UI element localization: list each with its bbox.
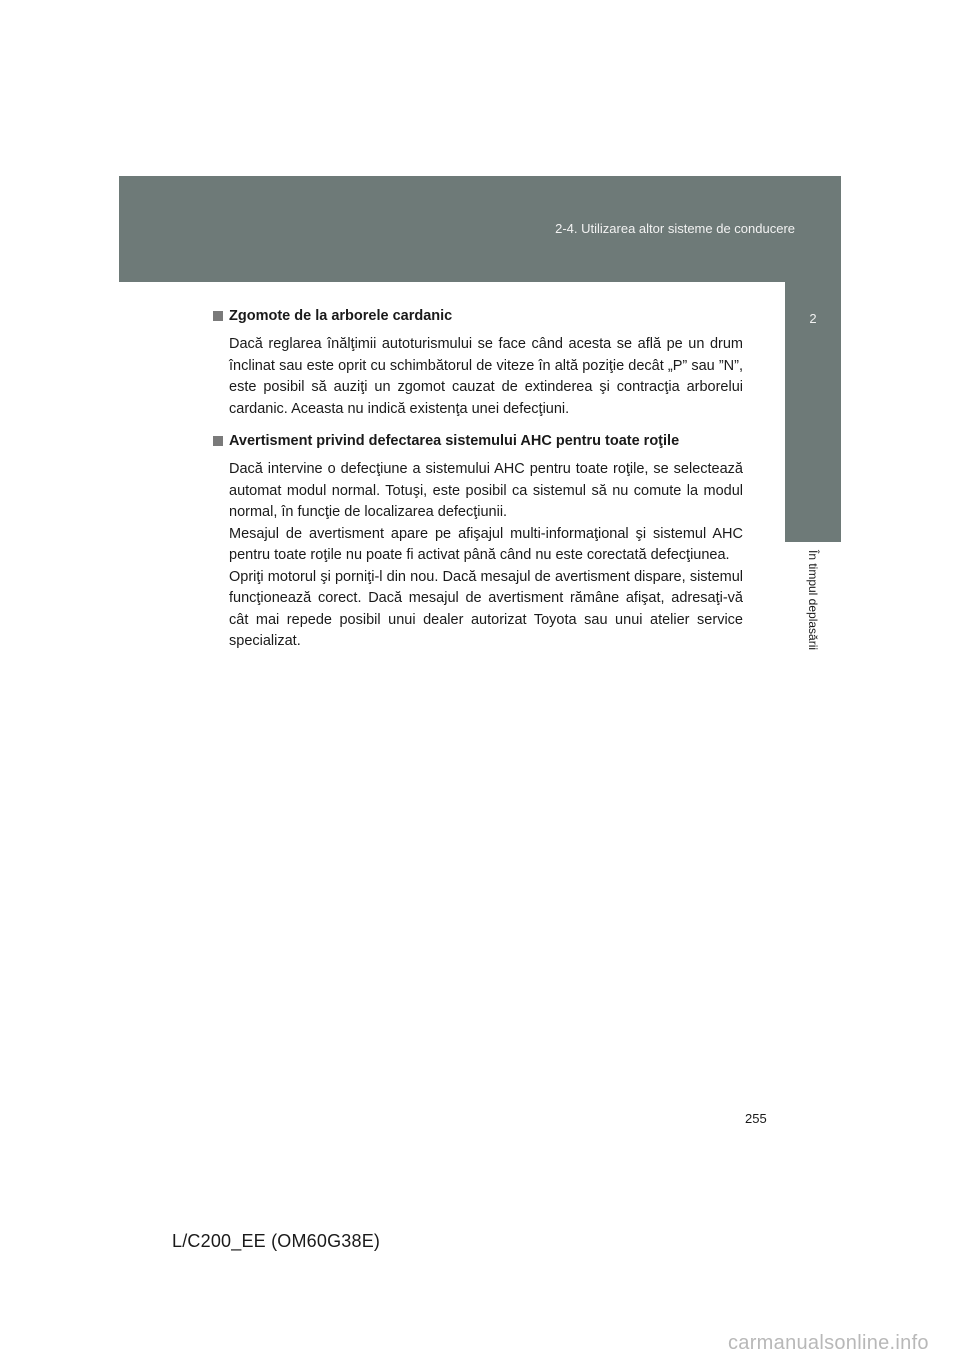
chapter-number: 2 (809, 311, 817, 326)
square-bullet-icon (213, 436, 223, 446)
section-cardan-noise (213, 306, 743, 420)
section-heading-text: Zgomote de la arborele cardanic (229, 308, 453, 324)
section-ahc-warning (213, 431, 743, 653)
paragraph: Dacă intervine o defecţiune a sistemului AHC pentru toate roţile, se selectează automat modul normal. Totuşi, este posibil ca sistemul să nu comute la modul normal, în funcţie de localizarea defecţiunii. (229, 461, 743, 520)
paragraph: Dacă reglarea înălţimii autoturismului se face când acesta se află pe un drum înclinat sau este oprit cu schimbătorul de viteze în altă poziţie decât „P” sau ”N”, este posibil să auziţi un zgomot cauzat de extinderea şi contracţia arborelui cardanic. Aceasta nu indică existenţa unei defecţiuni. (229, 336, 743, 417)
main-content (213, 306, 743, 653)
square-bullet-icon (213, 311, 223, 321)
chapter-label: În timpul deplasării (806, 550, 820, 651)
section-title: 2-4. Utilizarea altor sisteme de conducere (555, 221, 795, 236)
header-band (119, 176, 841, 282)
chapter-tab-extension (785, 475, 841, 542)
section-heading-text: Avertisment privind defectarea sistemului AHC pentru toate roţile (229, 433, 680, 449)
section-heading (213, 431, 743, 451)
chapter-tab (785, 282, 841, 475)
document-code: L/C200_EE (OM60G38E) (172, 1231, 381, 1251)
watermark: carmanualsonline.info (728, 1332, 929, 1354)
section-heading (213, 306, 743, 326)
page-number: 255 (745, 1111, 767, 1126)
paragraph: Opriţi motorul şi porniţi-l din nou. Dacă mesajul de avertisment dispare, sistemul funcţionează corect. Dacă mesajul de avertisment rămâne afişat, adresaţi-vă cât mai repede posibil unui dealer autorizat Toyota sau unui atelier service specializat. (229, 568, 743, 649)
paragraph: Mesajul de avertisment apare pe afişajul multi-informaţional şi sistemul AHC pentru toate roţile nu poate fi activat până când nu este corectată defecţiunea. (229, 525, 743, 563)
